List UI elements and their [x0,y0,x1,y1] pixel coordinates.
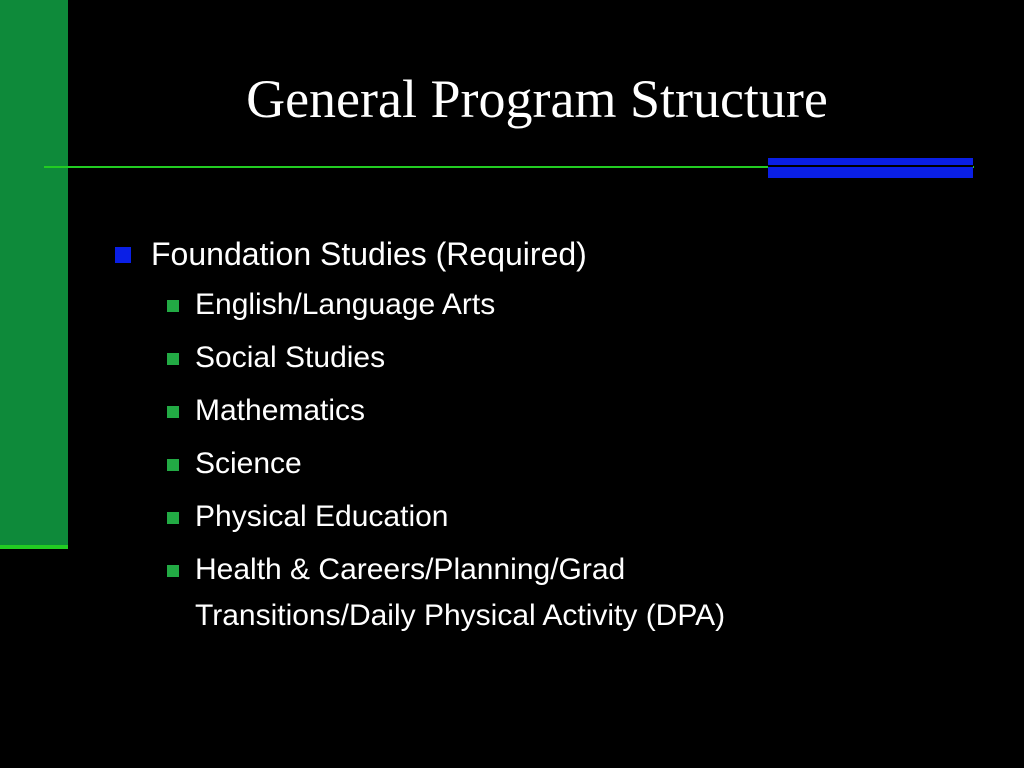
sub-bullet-text: Physical Education [195,500,449,533]
sub-bullet-list [113,282,993,639]
green-square-bullet-icon [167,406,179,418]
sub-bullet-item [113,547,993,639]
main-bullet-item [113,232,993,276]
sub-bullet-item [113,282,993,328]
green-square-bullet-icon [167,353,179,365]
slide-title: General Program Structure [246,69,828,129]
sub-bullet-item [113,441,993,487]
blue-square-bullet-icon [115,247,131,263]
sub-bullet-text: Science [195,447,302,480]
sub-bullet-text: Mathematics [195,394,366,427]
slide-content [113,232,993,646]
title-underline-blue-block [768,158,973,178]
sub-bullet-text: English/Language Arts [195,288,496,321]
sidebar-accent-line [0,545,68,549]
green-square-bullet-icon [167,512,179,524]
sub-bullet-text: Health & Careers/Planning/Grad Transitions/Daily Physical Activity (DPA) [195,553,726,632]
green-square-bullet-icon [167,565,179,577]
green-square-bullet-icon [167,300,179,312]
green-square-bullet-icon [167,459,179,471]
sub-bullet-item [113,388,993,434]
sub-bullet-item [113,494,993,540]
sub-bullet-item [113,335,993,381]
sub-bullet-text: Social Studies [195,341,386,374]
title-underline-blue-gap [768,165,973,167]
main-bullet-text: Foundation Studies (Required) [151,236,587,272]
